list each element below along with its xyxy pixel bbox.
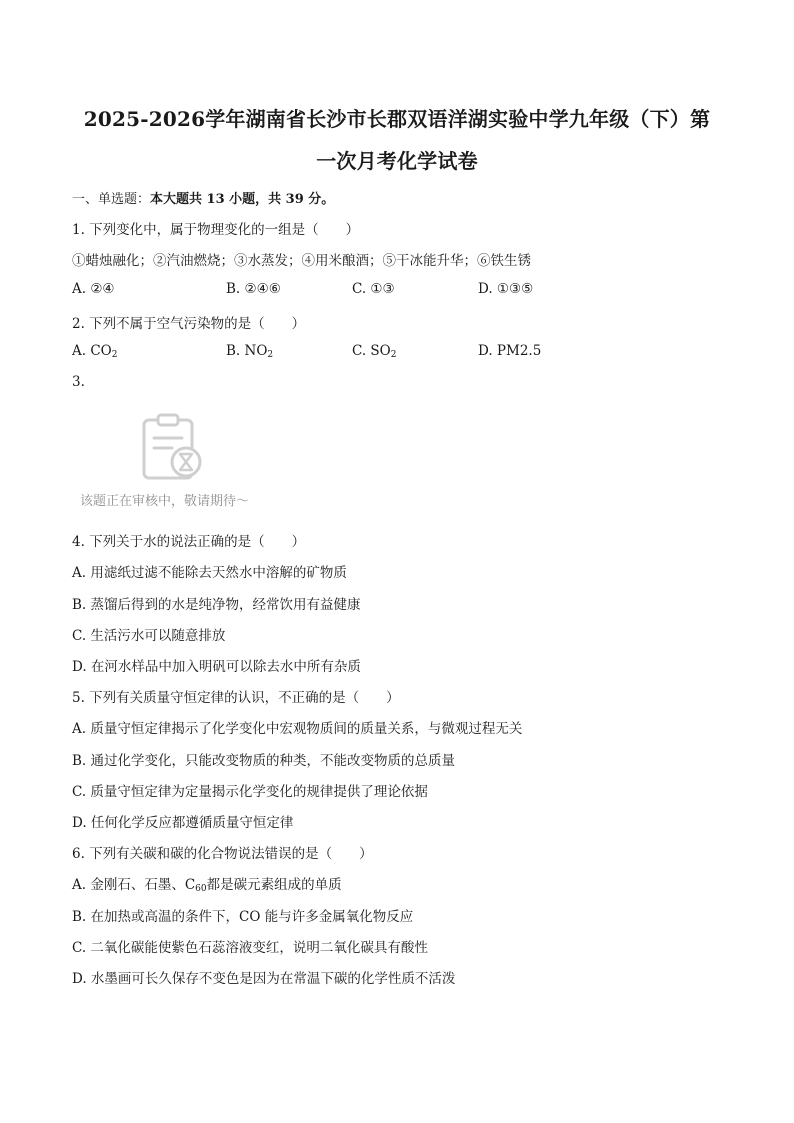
clipboard-hourglass-icon [140,412,208,484]
q4-option-c: C. 生活污水可以随意排放 [72,628,226,644]
exam-title-line1: 2025-2026学年湖南省长沙市长郡双语洋湖实验中学九年级（下）第 [83,107,711,131]
exam-title-line2: 一次月考化学试卷 [316,149,478,173]
q2-option-c: C. $SO_2$ [352,343,397,360]
q4-stem: 4. 下列关于水的说法正确的是（ ） [72,534,306,550]
q4-option-b: B. 蒸馏后得到的水是纯净物，经常饮用有益健康 [72,597,361,613]
q1-items: ①蜡烛融化；②汽油燃烧；③水蒸发；④用米酿酒；⑤干冰能升华；⑥铁生锈 [72,253,531,269]
q6-stem: 6. 下列有关碳和碳的化合物说法错误的是（ ） [72,846,373,862]
q6-option-c: C. 二氧化碳能使紫色石蕊溶液变红，说明二氧化碳具有酸性 [72,940,428,956]
q4-option-a: A. 用滤纸过滤不能除去天然水中溶解的矿物质 [72,565,347,581]
section-prefix: 一、单选题： [72,192,151,207]
q6-option-d: D. 水墨画可长久保存不变色是因为在常温下碳的化学性质不活泼 [72,971,456,987]
q5-option-d: D. 任何化学反应都遵循质量守恒定律 [72,815,294,831]
section-desc: 本大题共 13 小题，共 39 分。 [150,192,335,207]
q2-option-b: B. $NO_2$ [226,343,274,360]
q5-option-b: B. 通过化学变化，只能改变物质的种类，不能改变物质的总质量 [72,753,456,769]
q5-option-c: C. 质量守恒定律为定量揭示化学变化的规律提供了理论依据 [72,784,428,800]
review-notice: 该题正在审核中，敬请期待～ [80,494,250,509]
q1-option-c: C. ①③ [352,281,395,297]
q1-option-a: A. ②④ [72,281,115,297]
q3-stem: 3. [72,374,85,390]
q6-option-a: A. 金刚石、石墨、$C_{60}$都是碳元素组成的单质 [72,877,342,894]
q5-stem: 5. 下列有关质量守恒定律的认识，不正确的是（ ） [72,690,400,706]
q6-option-b: B. 在加热或高温的条件下，CO 能与许多金属氧化物反应 [72,909,414,925]
q2-stem: 2. 下列不属于空气污染物的是（ ） [72,316,306,332]
q2-option-a: A. $CO_2$ [72,343,118,360]
q1-option-b: B. ②④⑥ [226,281,281,297]
q4-option-d: D. 在河水样品中加入明矾可以除去水中所有杂质 [72,659,361,675]
q1-stem: 1. 下列变化中，属于物理变化的一组是（ ） [72,222,360,238]
q2-option-d: D. PM2.5 [478,343,542,359]
q5-option-a: A. 质量守恒定律揭示了化学变化中宏观物质间的质量关系，与微观过程无关 [72,721,523,737]
q1-option-d: D. ①③⑤ [478,281,534,297]
section-heading [72,188,334,207]
